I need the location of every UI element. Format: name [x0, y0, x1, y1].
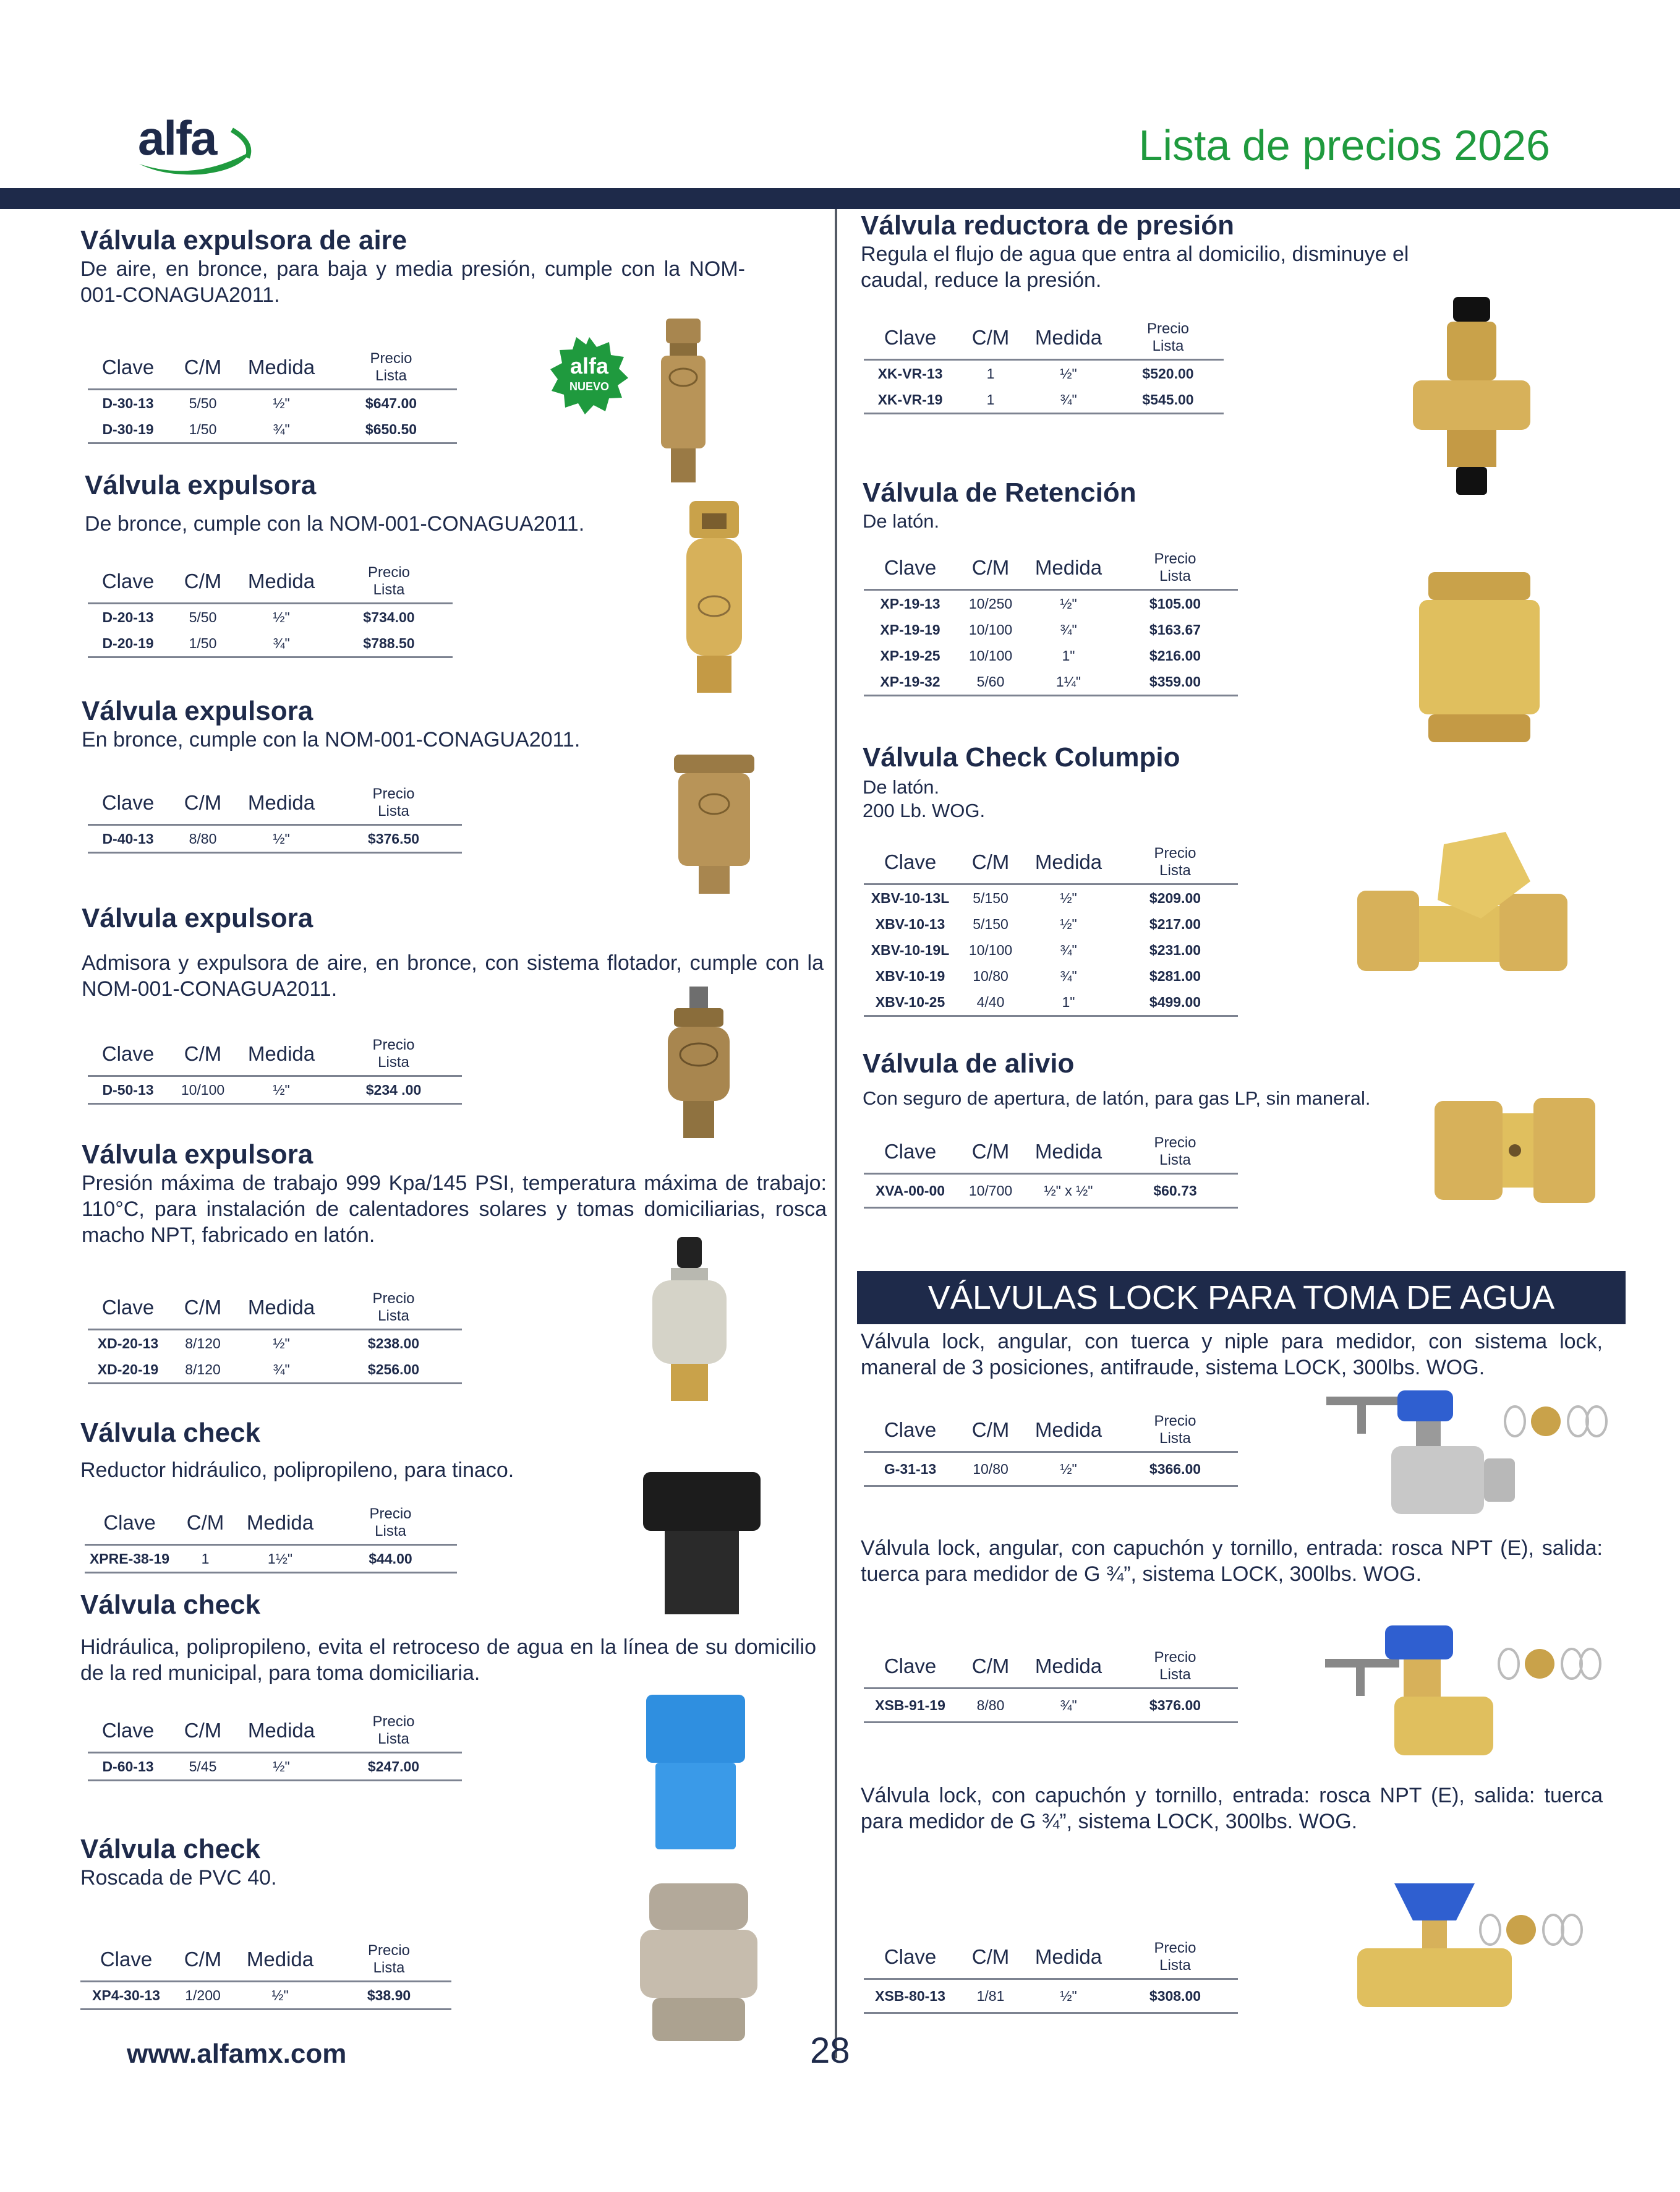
page-title: Lista de precios 2026: [1138, 121, 1550, 169]
section-valvula-check-columpio: [863, 742, 1419, 823]
lock-angular-valve-icon: [1391, 1390, 1515, 1523]
pressure-reducer-valve-icon: [1413, 297, 1530, 495]
section-description: De latón. 200 Lb. WOG.: [863, 776, 986, 821]
table-row: XSB-80-13 1/81 ½" $308.00: [864, 1979, 1238, 2013]
col-precio: Precio Lista: [325, 346, 457, 390]
section-title: Válvula check: [80, 1590, 261, 1620]
section-title: Válvula reductora de presión: [861, 210, 1234, 241]
lock-straight-valve-icon: [1357, 1883, 1512, 2019]
table-row: D-20-19 1/50 ¾" $788.50: [88, 630, 453, 657]
section-description: En bronce, cumple con la NOM-001-CONAGUA2011.: [82, 728, 581, 751]
float-air-vent-icon: [659, 987, 739, 1138]
section-description: Regula el flujo de agua que entra al domicilio, disminuye el caudal, reduce la presión.: [861, 242, 1409, 292]
table-row: XK-VR-19 1 ¾" $545.00: [864, 387, 1224, 414]
badge-label: NUEVO: [569, 380, 609, 393]
seal-rings-icon: [1478, 1911, 1586, 1948]
check-reducer-black-icon: [640, 1472, 764, 1614]
section-title: Válvula check: [80, 1418, 261, 1448]
lock-section-banner: VÁLVULAS LOCK PARA TOMA DE AGUA: [857, 1271, 1626, 1324]
section-valvula-expulsora-2: [82, 696, 700, 753]
price-table: Clave C/M Medida Precio Lista XPRE-38-19 1 1½" $44.00: [85, 1502, 457, 1573]
section-title: Válvula de alivio: [863, 1048, 1075, 1079]
pvc-check-valve-icon: [637, 1883, 761, 2041]
section-valvula-expulsora-4: [82, 1139, 827, 1248]
section-valvula-check-1: [80, 1418, 699, 1483]
col-clave: Clave: [88, 346, 168, 390]
section-description: De bronce, cumple con la NOM-001-CONAGUA2011.: [85, 512, 585, 536]
table-row: XK-VR-13 1 ½" $520.00: [877, 365, 1194, 382]
swing-check-valve-icon: [1357, 826, 1567, 993]
page-number: 28: [810, 2031, 850, 2071]
footer-website-link[interactable]: www.alfamx.com: [127, 2039, 347, 2069]
section-title: Válvula de Retención: [863, 477, 1136, 508]
price-table: Clave C/M Medida Precio Lista XVA-00-00 10/700 ½" x ½" $60.73: [864, 1131, 1238, 1209]
lock-item-description: Válvula lock, angular, con tuerca y niple para medidor, con sistema lock, maneral de 3 posiciones, antifraude, sistema LOCK, 300lbs. WOG.: [861, 1330, 1603, 1379]
section-description: Con seguro de apertura, de latón, para gas LP, sin maneral.: [863, 1087, 1371, 1109]
check-valve-blue-icon: [646, 1695, 745, 1849]
air-vent-valve-icon: [677, 501, 751, 693]
section-description: Roscada de PVC 40.: [80, 1866, 277, 1890]
price-table: Clave C/M Medida Precio Lista XP4-30-13 1/200 ½" $38.90: [80, 1938, 451, 2010]
price-table: [88, 346, 457, 444]
table-row: XP-19-32 5/60 1¼" $359.00: [864, 669, 1238, 696]
section-description: De aire, en bronce, para baja y media presión, cumple con la NOM-001-CONAGUA2011.: [80, 257, 745, 307]
table-row: D-30-19 1/50 ¾" $650.50: [88, 416, 457, 443]
table-row: XD-20-19 8/120 ¾" $256.00: [88, 1356, 462, 1384]
table-row: XP-19-19 10/100 ¾" $163.67: [880, 621, 1201, 638]
price-table: Clave C/M Medida Precio Lista XSB-80-13 1/81 ½" $308.00: [864, 1936, 1238, 2014]
price-table: Clave C/M Medida Precio Lista D-20-13 5/50 ½" $734.00 D-20-19 1/50 ¾" $788.50: [88, 560, 453, 658]
table-row: G-31-13 10/80 ½" $366.00: [864, 1452, 1238, 1486]
table-row: D-40-13 8/80 ½" $376.50: [88, 825, 462, 853]
table-row: XPRE-38-19 1 1½" $44.00: [85, 1545, 457, 1573]
retention-valve-icon: [1419, 572, 1540, 742]
table-row: XBV-10-13 5/150 ½" $217.00: [875, 915, 1201, 932]
section-description: Reductor hidráulico, polipropileno, para tinaco.: [80, 1458, 514, 1482]
table-row: XD-20-13 8/120 ½" $238.00: [97, 1335, 420, 1351]
table-row: XSB-91-19 8/80 ¾" $376.00: [864, 1689, 1238, 1723]
table-row: D-20-13 5/50 ½" $734.00: [102, 609, 415, 625]
section-valvula-check-3: [80, 1834, 699, 1891]
alfa-logo: [133, 105, 257, 179]
lock-item-description: Válvula lock, angular, con capuchón y tornillo, entrada: rosca NPT (E), salida: tuerca para medidor de G ¾”, sistema LOCK, 300lbs. WOG.: [861, 1536, 1603, 1586]
section-title: Válvula expulsora: [82, 1139, 313, 1170]
section-valvula-expulsora-1: [85, 470, 703, 537]
air-vent-valve-cap-icon: [671, 755, 757, 894]
solar-air-vent-icon: [649, 1237, 730, 1401]
price-table: Clave C/M Medida Precio Lista XK-VR-13 1 ½" $520.00 XK-VR-19 1 ¾" $545.00: [864, 317, 1224, 414]
column-divider: [835, 209, 837, 2058]
table-row: XP-19-25 10/100 1" $216.00: [880, 647, 1201, 664]
lock-item-description: Válvula lock, con capuchón y tornillo, entrada: rosca NPT (E), salida: tuerca para medidor de G ¾”, sistema LOCK, 300lbs. WOG.: [861, 1784, 1603, 1833]
price-table: Clave C/M Medida Precio Lista XD-20-13 8/120 ½" $238.00 XD-20-19 8/120 ¾" $256.00: [88, 1287, 462, 1384]
header-bar: [0, 188, 1680, 209]
col-cm: C/M: [168, 346, 237, 390]
air-vent-valve-tall-icon: [646, 319, 720, 482]
section-description: Admisora y expulsora de aire, en bronce, con sistema flotador, cumple con la NOM-001-CONAGUA2011.: [82, 951, 824, 1001]
section-valvula-alivio: [863, 1048, 1456, 1111]
section-description: Presión máxima de trabajo 999 Kpa/145 PSI, temperatura máxima de trabajo: 110°C, para instalación de calentadores solares y tomas domiciliarias, rosca macho NPT, fabricado en latón.: [82, 1171, 827, 1247]
section-valvula-reductora: [861, 210, 1454, 293]
table-row: XBV-10-19 10/80 ¾" $281.00: [875, 967, 1201, 984]
table-row: XP4-30-13 1/200 ½" $38.90: [80, 1982, 451, 2010]
section-title: Válvula expulsora: [85, 470, 317, 500]
table-row: XBV-10-25 4/40 1" $499.00: [864, 989, 1238, 1016]
logo-text: alfa: [138, 111, 216, 165]
lock-angular-capuchon-valve-icon: [1382, 1625, 1496, 1755]
price-table: Clave C/M Medida Precio Lista G-31-13 10/80 ½" $366.00: [864, 1409, 1238, 1487]
table-row: D-30-13 5/50 ½" $647.00: [102, 395, 417, 411]
price-table: Clave C/M Medida Precio Lista XSB-91-19 8/80 ¾" $376.00: [864, 1645, 1238, 1723]
seal-rings-icon: [1503, 1403, 1611, 1440]
section-title: Válvula Check Columpio: [863, 742, 1180, 773]
table-row: XP-19-13 10/250 ½" $105.00: [880, 595, 1201, 612]
price-table: Clave C/M Medida Precio Lista XBV-10-13L 5/150 ½" $209.00 XBV-10-13 5/150 ½" $217.00 XBV-10-19L 10/100 ¾" $231.00 XBV-10-19 10/80 ¾" $281.00 XBV-10-25 4/40 1" $499.00: [864, 841, 1238, 1017]
section-valvula-expulsora-aire: [80, 225, 745, 308]
section-title: Válvula check: [80, 1834, 261, 1864]
section-title: Válvula expulsora: [82, 696, 313, 726]
seal-rings-icon: [1496, 1645, 1605, 1682]
table-row: XBV-10-19L 10/100 ¾" $231.00: [871, 941, 1201, 958]
relief-valve-icon: [1435, 1089, 1595, 1209]
table-row: D-60-13 5/45 ½" $247.00: [88, 1753, 462, 1781]
price-table: Clave C/M Medida Precio Lista D-60-13 5/45 ½" $247.00: [88, 1710, 462, 1781]
section-valvula-retencion: [863, 477, 1419, 534]
col-medida: Medida: [237, 346, 325, 390]
section-title: Válvula expulsora: [82, 903, 313, 933]
table-row: XVA-00-00 10/700 ½" x ½" $60.73: [864, 1174, 1238, 1208]
table-row: XBV-10-13L 5/150 ½" $209.00: [871, 889, 1201, 906]
table-row: D-50-13 10/100 ½" $234 .00: [88, 1076, 462, 1104]
nuevo-badge: [549, 336, 629, 416]
price-table: Clave C/M Medida Precio Lista D-50-13 10/100 ½" $234 .00: [88, 1033, 462, 1105]
section-description: Hidráulica, polipropileno, evita el retroceso de agua en la línea de su domicilio de la red municipal, para toma domiciliaria.: [80, 1635, 816, 1685]
section-title: Válvula expulsora de aire: [80, 225, 407, 255]
section-description: De latón.: [863, 510, 940, 532]
badge-brand: alfa: [569, 353, 609, 379]
price-table: Clave C/M Medida Precio Lista XP-19-13 10/250 ½" $105.00 XP-19-19 10/100 ¾" $163.67 XP-19-25 10/100 1" $216.00 XP-19-32 5/60 1¼" $359.00: [864, 547, 1238, 696]
price-table: Clave C/M Medida Precio Lista D-40-13 8/80 ½" $376.50: [88, 782, 462, 854]
